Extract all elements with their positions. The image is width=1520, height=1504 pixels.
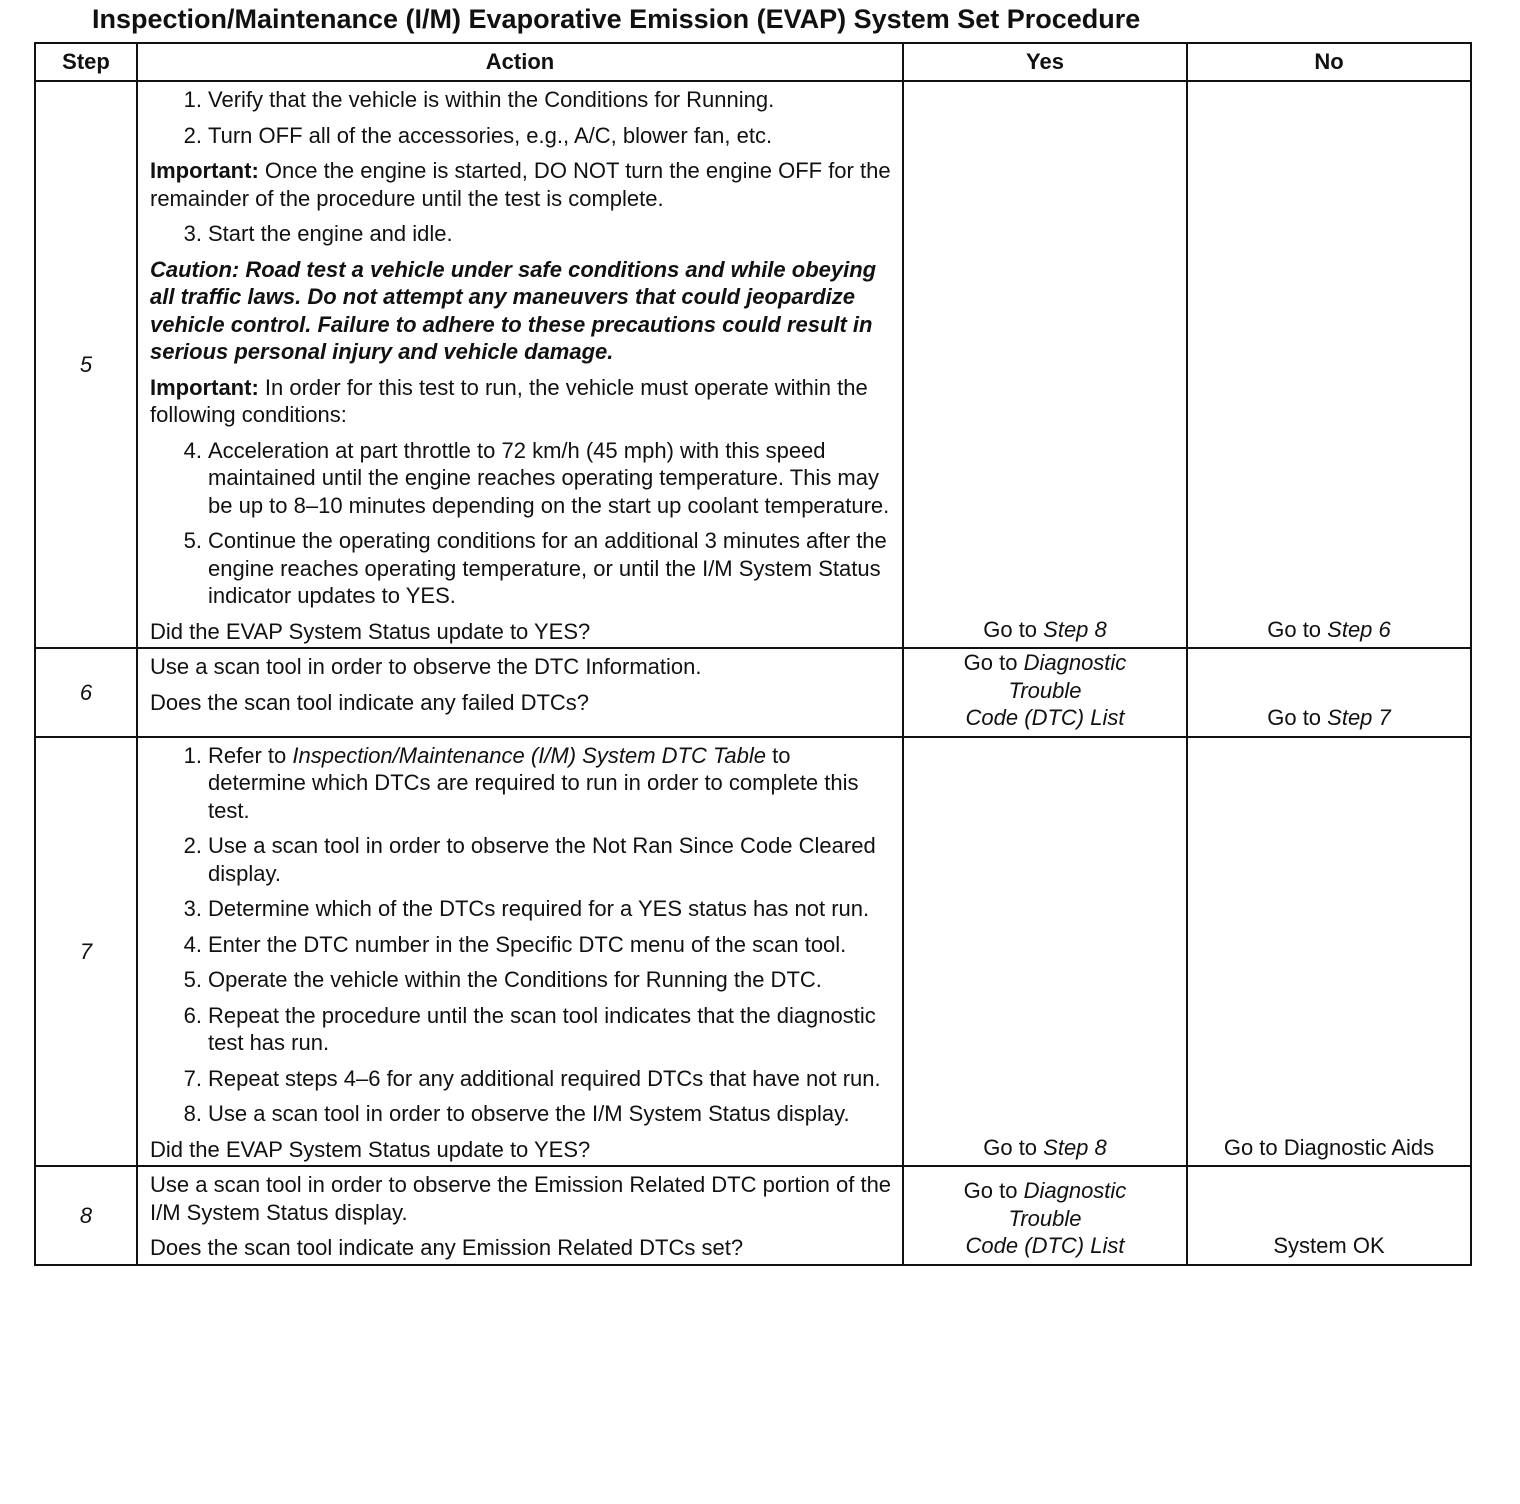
- header-yes: Yes: [903, 43, 1187, 81]
- action-cell: [137, 737, 903, 1167]
- step-link[interactable]: Step 8: [1043, 616, 1107, 642]
- document-title: Inspection/Maintenance (I/M) Evaporative Emission (EVAP) System Set Procedure: [92, 4, 1141, 34]
- no-result: Go to Step 7: [1187, 648, 1471, 737]
- action-text: Use a scan tool in order to observe the Emission Related DTC portion of the I/M System Status display.: [150, 1172, 892, 1225]
- action-list: [150, 437, 892, 610]
- list-item: 5. Operate the vehicle within the Conditions for Running the DTC.: [183, 967, 822, 992]
- action-list: [150, 742, 892, 1128]
- step-number: 5: [35, 81, 137, 648]
- dtc-list-link[interactable]: Code (DTC) List: [965, 705, 1125, 730]
- table-row-step-5: [35, 81, 1471, 648]
- table-row-step-8: [35, 1166, 1471, 1265]
- list-item: 3. Start the engine and idle.: [183, 221, 453, 246]
- list-item: 7. Repeat steps 4–6 for any additional required DTCs that have not run.: [183, 1065, 881, 1091]
- list-item: 1. Refer to Inspection/Maintenance (I/M) System DTC Table to determine which DTCs are required to run in order to complete this test.: [183, 742, 859, 823]
- yes-result: Go to Step 8: [903, 737, 1187, 1167]
- header-action: Action: [137, 43, 903, 81]
- step-number: 7: [35, 737, 137, 1167]
- important-note: Important: Once the engine is started, DO NOT turn the engine OFF for the remainder of the procedure until the test is complete.: [150, 158, 891, 211]
- step-link[interactable]: Step 6: [1327, 616, 1391, 642]
- no-result: System OK: [1187, 1166, 1471, 1265]
- table-row-step-7: [35, 737, 1471, 1167]
- dtc-list-link[interactable]: Code (DTC) List: [965, 1233, 1125, 1258]
- procedure-table: [34, 42, 1472, 1266]
- dtc-list-link[interactable]: Diagnostic: [1023, 650, 1127, 675]
- yes-result: Go to Diagnostic Trouble Code (DTC) List: [903, 648, 1187, 737]
- caution-note: Caution: Road test a vehicle under safe conditions and while obeying all traffic laws. Do not attempt any maneuvers that could jeopardize vehicle control. Failure to adhere to these precautions could result in serious personal injury and vehicle damage.: [150, 256, 877, 364]
- dtc-list-link[interactable]: Trouble: [1008, 1205, 1082, 1231]
- yes-result: Go to Step 8: [903, 81, 1187, 648]
- table-row-step-6: [35, 648, 1471, 737]
- list-item: 5. Continue the operating conditions for an additional 3 minutes after the engine reaches operating temperature, or until the I/M System Status indicator updates to YES.: [183, 528, 887, 608]
- dtc-list-link[interactable]: Trouble: [1008, 677, 1082, 703]
- no-result: Go to Diagnostic Aids: [1187, 737, 1471, 1167]
- action-cell: [137, 81, 903, 648]
- header-step: Step: [35, 43, 137, 81]
- table-header-row: [35, 43, 1471, 81]
- step-number: 6: [35, 648, 137, 737]
- step-question: Does the scan tool indicate any Emission Related DTCs set?: [150, 1235, 744, 1260]
- list-item: 6. Repeat the procedure until the scan tool indicates that the diagnostic test has run.: [183, 1002, 876, 1055]
- list-item: 4. Acceleration at part throttle to 72 km/h (45 mph) with this speed maintained until the engine reaches operating temperature. This may be up to 8–10 minutes depending on the start up coolant temperature.: [183, 437, 890, 518]
- no-result: Go to Step 6: [1187, 81, 1471, 648]
- dtc-list-link[interactable]: Diagnostic: [1023, 1178, 1127, 1203]
- action-cell: [137, 648, 903, 737]
- action-list: [150, 86, 892, 149]
- action-text: Use a scan tool in order to observe the DTC Information.: [150, 654, 702, 679]
- list-item: 2. Turn OFF all of the accessories, e.g., A/C, blower fan, etc.: [183, 122, 773, 148]
- step-number: 8: [35, 1166, 137, 1265]
- list-item: 3. Determine which of the DTCs required for a YES status has not run.: [183, 896, 870, 921]
- step-question: Did the EVAP System Status update to YES?: [150, 1136, 591, 1162]
- important-note: Important: In order for this test to run, the vehicle must operate within the following conditions:: [150, 374, 868, 427]
- header-no: No: [1187, 43, 1471, 81]
- list-item: 1. Verify that the vehicle is within the Conditions for Running.: [183, 87, 775, 112]
- dtc-table-link[interactable]: Inspection/Maintenance (I/M) System DTC Table: [292, 742, 766, 768]
- step-question: Did the EVAP System Status update to YES?: [150, 618, 591, 644]
- step-link[interactable]: Step 7: [1327, 705, 1391, 730]
- list-item: 4. Enter the DTC number in the Specific DTC menu of the scan tool.: [183, 931, 847, 957]
- list-item: 2. Use a scan tool in order to observe the Not Ran Since Code Cleared display.: [183, 833, 876, 886]
- step-question: Does the scan tool indicate any failed DTCs?: [150, 689, 590, 715]
- action-list: [150, 220, 892, 248]
- list-item: 8. Use a scan tool in order to observe the I/M System Status display.: [183, 1101, 850, 1126]
- yes-result: Go to Diagnostic Trouble Code (DTC) List: [903, 1166, 1187, 1265]
- step-link[interactable]: Step 8: [1043, 1134, 1107, 1160]
- action-cell: [137, 1166, 903, 1265]
